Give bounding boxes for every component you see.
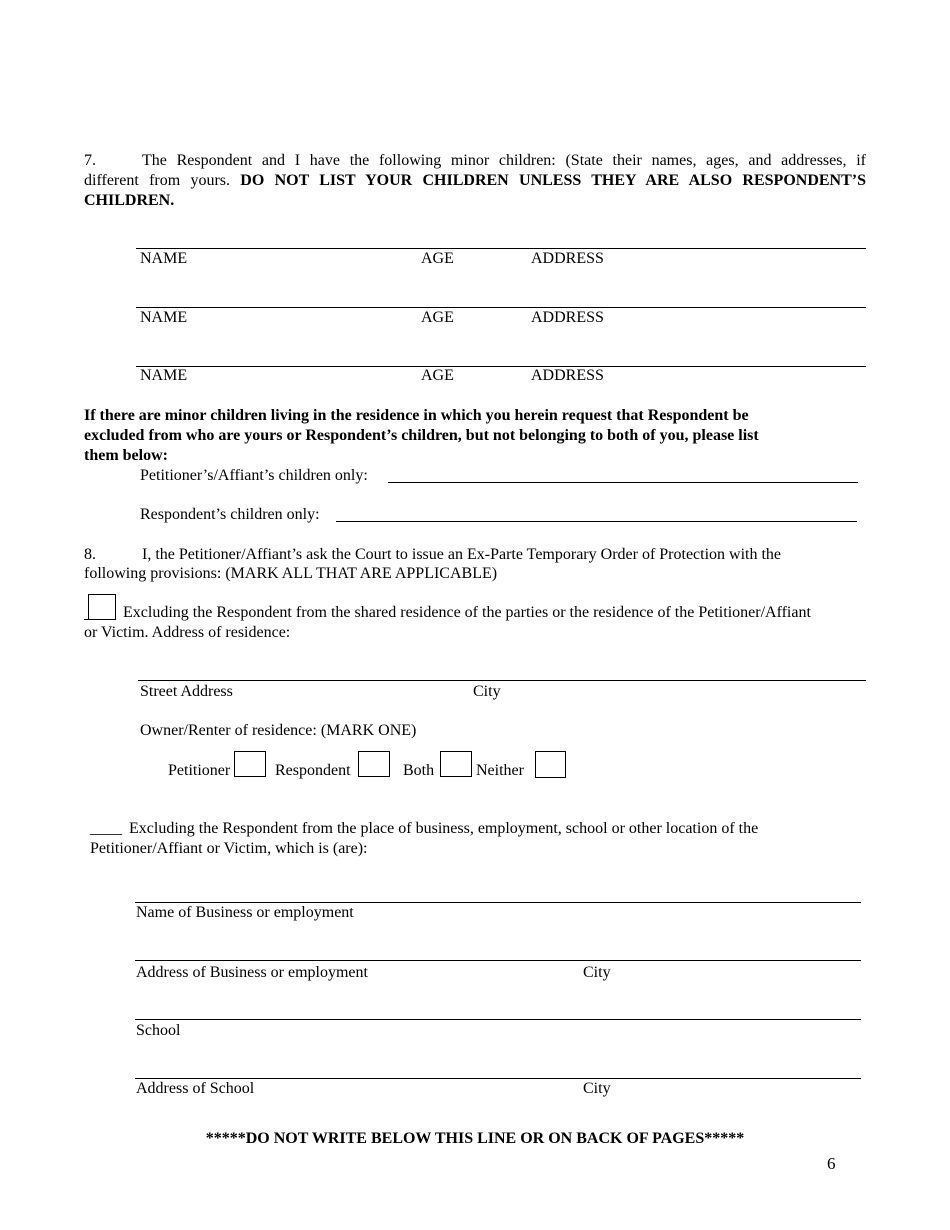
exclude-business-blank[interactable]: ____: [90, 820, 122, 837]
business-address-label: Address of Business or employment: [136, 964, 368, 981]
other-children-instruction-1: If there are minor children living in the residence in which you herein request that Respondent be: [84, 407, 749, 424]
option-neither-checkbox[interactable]: [535, 751, 566, 778]
option-respondent-label: Respondent: [275, 762, 351, 779]
child-address-label: ADDRESS: [531, 367, 604, 384]
respondent-children-label: Respondent’s children only:: [140, 506, 320, 523]
children-row-line: [136, 366, 866, 367]
exclude-business-text-line1: Excluding the Respondent from the place of business, employment, school or other location of the: [129, 820, 759, 837]
business-city-label: City: [583, 964, 611, 981]
child-age-label: AGE: [421, 250, 454, 267]
child-address-label: ADDRESS: [531, 309, 604, 326]
item7-warning: DO NOT LIST YOUR CHILDREN UNLESS THEY ARE ALSO RESPONDENT’S: [240, 172, 867, 189]
option-both-checkbox[interactable]: [440, 751, 472, 777]
school-address-label: Address of School: [136, 1080, 255, 1097]
other-children-instruction-2: excluded from who are yours or Respondent’s children, but not belonging to both of you, please list: [84, 427, 759, 444]
school-field[interactable]: [135, 1019, 861, 1020]
petitioner-children-field[interactable]: [388, 482, 858, 483]
exclude-residence-text-line2: or Victim. Address of residence:: [84, 624, 291, 641]
child-age-label: AGE: [421, 367, 454, 384]
other-children-instruction-3: them below:: [84, 447, 168, 464]
school-label: School: [136, 1022, 181, 1039]
child-name-label: NAME: [140, 309, 188, 326]
child-name-label: NAME: [140, 367, 188, 384]
option-neither-label: Neither: [476, 762, 524, 779]
page-number: 6: [827, 1154, 836, 1173]
option-both-label: Both: [403, 762, 435, 779]
child-name-label: NAME: [140, 250, 188, 267]
option-respondent-checkbox[interactable]: [358, 751, 390, 777]
item7-text-line2-normal: different from yours.: [84, 172, 231, 189]
option-petitioner-label: Petitioner: [168, 762, 231, 779]
child-address-label: ADDRESS: [531, 250, 604, 267]
item7-text-line2: [84, 171, 866, 191]
footer-warning: *****DO NOT WRITE BELOW THIS LINE OR ON BACK OF PAGES*****: [205, 1130, 745, 1147]
exclude-business-text-line2: Petitioner/Affiant or Victim, which is (are):: [90, 840, 368, 857]
option-petitioner-checkbox[interactable]: [234, 751, 266, 777]
children-row-line: [136, 248, 866, 249]
item7-number: 7.: [84, 152, 96, 169]
exclude-residence-underline: [84, 619, 116, 620]
item8-number: 8.: [84, 546, 96, 563]
item7-text-line1: The Respondent and I have the following minor children: (State their names, ages, and addresses, if: [142, 152, 866, 169]
business-name-label: Name of Business or employment: [136, 904, 354, 921]
residence-address-field[interactable]: [138, 680, 866, 681]
item7-warning-end: CHILDREN.: [84, 192, 175, 209]
children-row-line: [136, 307, 866, 308]
exclude-residence-checkbox[interactable]: [88, 594, 116, 620]
school-city-label: City: [583, 1080, 611, 1097]
petitioner-children-label: Petitioner’s/Affiant’s children only:: [140, 467, 368, 484]
item8-text-line1: I, the Petitioner/Affiant’s ask the Court to issue an Ex-Parte Temporary Order of Protection with the: [142, 546, 782, 563]
respondent-children-field[interactable]: [336, 521, 857, 522]
business-address-field[interactable]: [135, 960, 861, 961]
owner-renter-label: Owner/Renter of residence: (MARK ONE): [140, 722, 417, 739]
residence-city-label: City: [473, 683, 501, 700]
child-age-label: AGE: [421, 309, 454, 326]
exclude-residence-text-line1: Excluding the Respondent from the shared residence of the parties or the residence of the Petitioner/Affiant: [123, 604, 811, 621]
item8-text-line2: following provisions: (MARK ALL THAT ARE APPLICABLE): [84, 565, 498, 582]
street-address-label: Street Address: [140, 683, 233, 700]
